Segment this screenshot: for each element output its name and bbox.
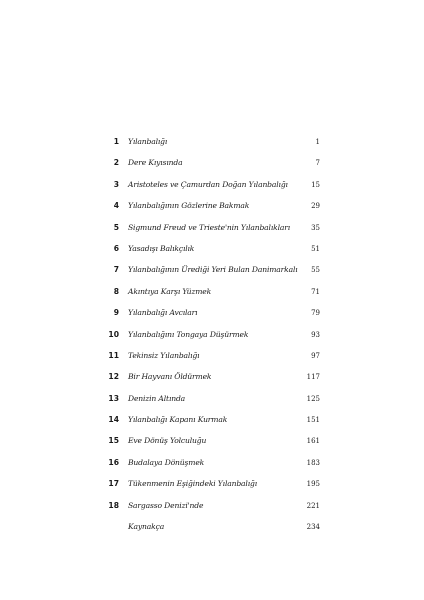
chapter-number: 16 (108, 457, 119, 467)
page-number: 234 (306, 523, 320, 532)
page-number: 79 (311, 309, 320, 318)
chapter-title: Akıntıya Karşı Yüzmek (128, 286, 212, 296)
chapter-title: Dere Kıyısında (128, 158, 183, 168)
toc-entry-6 (108, 242, 320, 263)
chapter-number: 11 (108, 350, 119, 360)
chapter-number: 8 (113, 286, 119, 296)
page-number: 29 (311, 202, 320, 211)
chapter-title: Yılanbalığı Avcıları (128, 308, 198, 318)
chapter-number: 12 (108, 372, 119, 382)
chapter-title: Budalaya Dönüşmek (128, 457, 205, 467)
toc-entry-15 (108, 434, 320, 455)
chapter-number: 6 (113, 243, 119, 253)
page-number: 151 (306, 416, 320, 425)
chapter-title: Kaynakça (128, 522, 165, 532)
toc-entry-11 (108, 349, 320, 370)
chapter-number: 5 (113, 222, 119, 232)
chapter-number: 17 (108, 479, 119, 489)
toc-entry-7 (108, 263, 320, 284)
page-number: 117 (306, 373, 320, 382)
toc-entry-3 (108, 178, 320, 199)
page-number: 35 (311, 223, 320, 232)
toc-entry-2 (108, 156, 320, 177)
toc-entry-1 (108, 135, 320, 156)
page-number: 55 (311, 266, 320, 275)
toc-entry-16 (108, 456, 320, 477)
page-number: 125 (306, 394, 320, 403)
toc-entry-8 (108, 285, 320, 306)
chapter-number: 9 (113, 308, 119, 318)
page-number: 221 (306, 501, 320, 510)
toc-entry-12 (108, 370, 320, 391)
chapter-number: 10 (108, 329, 119, 339)
chapter-title: Yılanbalığı (128, 137, 168, 146)
table-of-contents (108, 135, 320, 541)
chapter-number: 2 (113, 158, 119, 168)
page-number: 97 (311, 351, 320, 360)
page-number: 161 (306, 437, 320, 446)
toc-entry-10 (108, 328, 320, 349)
page-number: 15 (311, 180, 320, 189)
chapter-number: 7 (113, 265, 119, 275)
page-number: 1 (315, 138, 320, 146)
page-number: 183 (306, 458, 320, 467)
toc-entry-14 (108, 413, 320, 434)
chapter-number: 1 (113, 137, 119, 146)
toc-entry-17 (108, 477, 320, 498)
chapter-title: Yılanbalığının Gözlerine Bakmak (128, 201, 250, 211)
toc-entry-9 (108, 306, 320, 327)
page-number: 71 (311, 287, 320, 296)
chapter-title: Yılanbalığının Ürediği Yeri Bulan Danimarkalı (128, 265, 298, 275)
chapter-title: Yılanbalığı Kapanı Kurmak (128, 415, 228, 425)
toc-entry-18 (108, 499, 320, 520)
chapter-number: 18 (108, 500, 119, 510)
chapter-number: 3 (113, 179, 119, 189)
page-number: 51 (311, 244, 320, 253)
chapter-title: Denizin Altında (128, 393, 186, 403)
toc-entry-references (108, 520, 320, 541)
chapter-title: Tükenmenin Eşiğindeki Yılanbalığı (128, 479, 257, 489)
toc-entry-5 (108, 221, 320, 242)
toc-entry-13 (108, 392, 320, 413)
page-number: 93 (311, 330, 320, 339)
page-number: 195 (306, 480, 320, 489)
chapter-number: 13 (108, 393, 119, 403)
chapter-title: Sargasso Denizi'nde (128, 500, 204, 510)
chapter-title: Bir Hayvanı Öldürmek (128, 372, 212, 382)
chapter-title: Aristoteles ve Çamurdan Doğan Yılanbalığı (128, 179, 288, 189)
chapter-title: Tekinsiz Yılanbalığı (128, 350, 200, 360)
page-number: 7 (315, 159, 320, 168)
chapter-title: Eve Dönüş Yolculuğu (128, 436, 207, 446)
chapter-number: 15 (108, 436, 119, 446)
chapter-number: 14 (108, 415, 119, 425)
toc-entry-4 (108, 199, 320, 220)
chapter-title: Sigmund Freud ve Trieste'nin Yılanbalıkları (128, 222, 290, 232)
chapter-title: Yılanbalığını Tongaya Düşürmek (128, 329, 249, 339)
chapter-title: Yasadışı Balıkçılık (128, 243, 195, 253)
chapter-number: 4 (113, 201, 119, 211)
